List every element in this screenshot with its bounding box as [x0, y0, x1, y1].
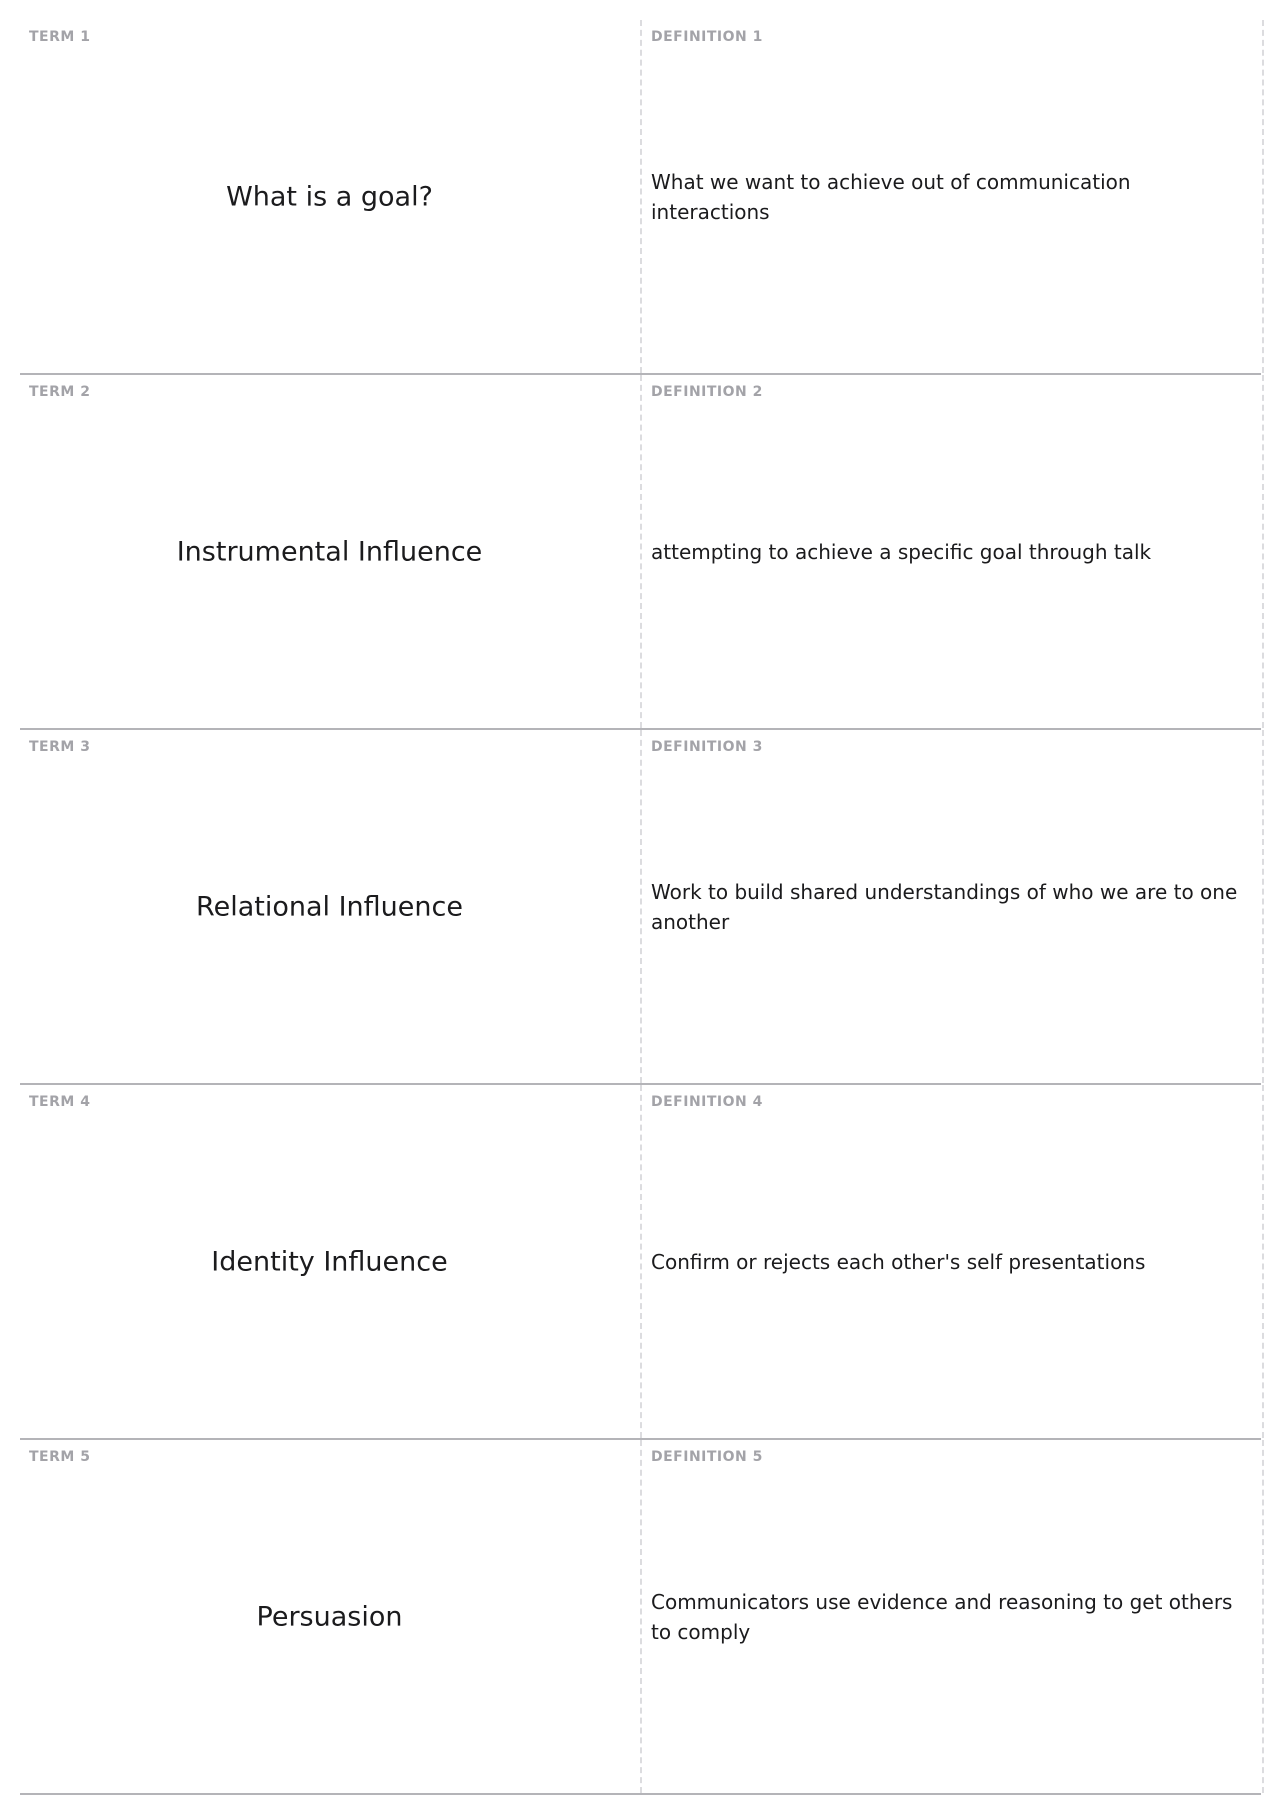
term-label: TERM 1 [29, 29, 91, 45]
flashcard-row [20, 1085, 1261, 1440]
definition-label: DEFINITION 2 [651, 384, 763, 400]
definition-label: DEFINITION 3 [651, 739, 763, 755]
term-cell [20, 1440, 639, 1793]
definition-label: DEFINITION 1 [651, 29, 763, 45]
term-label: TERM 2 [29, 384, 91, 400]
term-label: TERM 3 [29, 739, 91, 755]
definition-cell [640, 1085, 1264, 1438]
definition-label: DEFINITION 5 [651, 1449, 763, 1465]
definition-text: Work to build shared understandings of who we are to one another [651, 879, 1238, 934]
term-text: Instrumental Influence [176, 536, 483, 567]
term-cell [20, 1085, 639, 1438]
definition-text: Confirm or rejects each other's self presentations [651, 1249, 1146, 1274]
term-text: Relational Influence [196, 891, 463, 922]
definition-text: What we want to achieve out of communication interactions [651, 169, 1131, 224]
term-cell [20, 730, 639, 1083]
definition-cell [640, 20, 1264, 373]
flashcard-row [20, 375, 1261, 730]
term-label: TERM 4 [29, 1094, 91, 1110]
term-text: Identity Influence [211, 1246, 448, 1277]
definition-cell [640, 730, 1264, 1083]
definition-label: DEFINITION 4 [651, 1094, 763, 1110]
definition-text: Communicators use evidence and reasoning to get others to comply [651, 1589, 1233, 1644]
term-cell [20, 20, 639, 373]
flashcard-row [20, 730, 1261, 1085]
flashcard-row [20, 20, 1261, 375]
definition-cell [640, 1440, 1264, 1793]
flashcard-row [20, 1440, 1261, 1795]
definition-text: attempting to achieve a specific goal through talk [651, 539, 1152, 564]
flashcard-sheet [20, 20, 1261, 1795]
definition-cell [640, 375, 1264, 728]
term-text: What is a goal? [226, 181, 433, 212]
term-cell [20, 375, 639, 728]
term-label: TERM 5 [29, 1449, 91, 1465]
term-text: Persuasion [256, 1601, 403, 1632]
